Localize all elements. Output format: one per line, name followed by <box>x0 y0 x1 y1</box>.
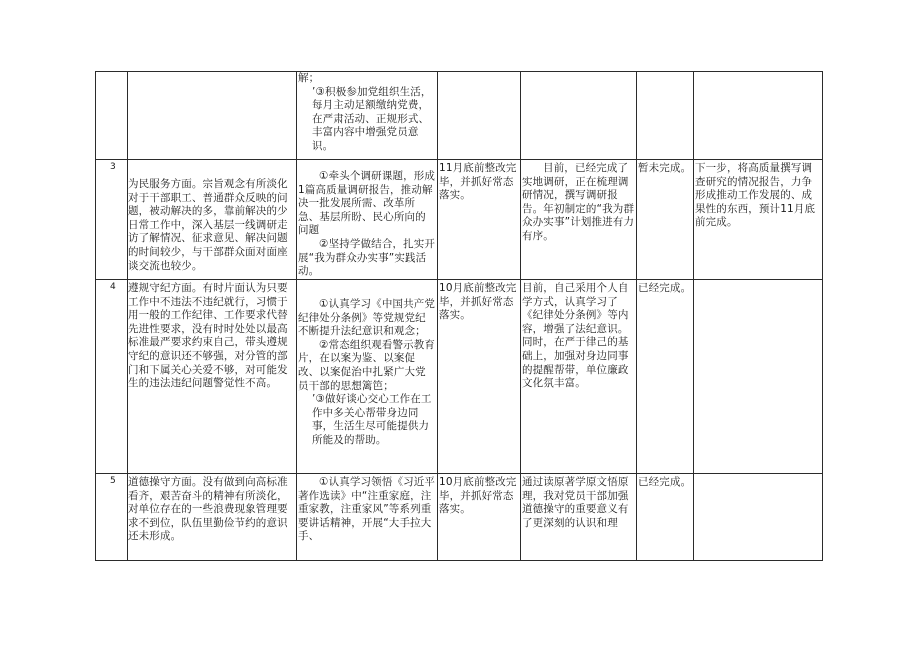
measure-item: ’③做好谈心交心工作在工作中多关心帮带身边同事，生活生尽可能提供力所能及的帮助。 <box>312 393 432 446</box>
issue-cell: 道德操守方面。没有做到向高标准看齐，艰苦奋斗的精神有所淡化，对单位存在的一些浪费现象管理要求不到位，队伍里勤俭节约的意识还未形成。 <box>128 476 288 543</box>
table-border-top <box>95 71 822 72</box>
col-divider <box>822 71 823 561</box>
measures-cell <box>298 476 436 560</box>
col-divider <box>95 71 96 561</box>
col-divider <box>636 71 637 561</box>
table-border-bottom <box>95 560 822 561</box>
col-divider <box>296 71 297 561</box>
issue-cell: 遵规守纪方面。有时片面认为只要工作中不违法不违纪就行，习惯于用一般的工作纪律、工作要求代替先进性要求，没有时时处处以最高标准最严要求约束自己，带头遵规守纪的意识还不够强，对分管的部门和下属关心关爱不够，对可能发生的违法违纪问题警觉性不高。 <box>128 282 288 390</box>
progress-cell: 目前，已经完成了实地调研，正在梳理调研情况，撰写调研报告。年初制定的“我为群众办实事”计划推进有力有序。 <box>522 162 635 242</box>
measure-item: 解； <box>298 72 320 84</box>
deadline-cell: 10月底前整改完毕，并抓好常态落实。 <box>439 476 517 516</box>
row-number: 4 <box>110 282 116 292</box>
measure-item: ’③积极参加党组织生活，每月主动足额缴纳党费，在严肃活动、正规形式、丰富内容中增强党员意识。 <box>312 85 432 152</box>
row-divider <box>95 279 822 280</box>
status-cell: 暂未完成。 <box>638 162 692 174</box>
row-number: 3 <box>110 162 116 172</box>
status-cell: 已经完成。 <box>638 476 692 488</box>
row-divider <box>95 159 822 160</box>
issue-cell: 为民服务方面。宗旨观念有所淡化对于干部职工、普通群众反映的问题，被动解决的多，靠前解决的少日常工作中，深入基层一线调研走访了解情况、征求意见、解决问题的时间较少，与干部群众面对面座谈交流也较少。 <box>128 178 288 272</box>
measure-item: ①认真学习《中国共产党纪律处分条例》等党规党纪不断提升法纪意识和观念； <box>298 298 436 338</box>
measures-cell <box>298 170 436 278</box>
row-divider <box>95 473 822 474</box>
measures-cell <box>298 72 436 158</box>
measure-item: ②常态组织观看警示教育片，在以案为鉴、以案促改、以案促治中扎紧广大党员干部的思想篱笆； <box>298 338 436 392</box>
measures-cell <box>298 298 436 472</box>
progress-cell: 目前，自己采用个人自学方式，认真学习了《纪律处分条例》等内容，增强了法纪意识。同时，在严于律己的基础上，加强对身边同事的提醒帮带，单位廉政文化氛丰富。 <box>522 282 629 390</box>
col-divider <box>437 71 438 561</box>
row-number: 5 <box>110 476 116 486</box>
col-divider <box>693 71 694 561</box>
deadline-cell: 10月底前整改完毕，并抓好常态落实。 <box>439 282 517 322</box>
deadline-cell: 11月底前整改完毕，并抓好常态落实。 <box>439 162 517 202</box>
measure-item: ①牵头个调研课题，形成1篇高质量调研报告，推动解决一批发展所需、改革所急、基层所盼、民心所向的问题 <box>298 170 436 237</box>
next-step-cell: 下一步，将高质量撰写调查研究的情况报告，力争形成推动工作发展的、成果性的东西，预计11月底前完成。 <box>695 162 816 229</box>
status-cell: 已经完成。 <box>638 282 692 294</box>
col-divider <box>520 71 521 561</box>
progress-cell: 通过读原著学原文悟原理，我对党员干部加强道德操守的重要意义有了更深刻的认识和理 <box>522 476 629 529</box>
measure-item: ①认真学习领悟《习近平著作选读》中“注重家庭，注重家教，注重家风”等系列重要讲话精神，开展“大手拉大手、 <box>298 476 436 543</box>
measure-item: ②坚持学做结合，扎实开展“我为群众办实事”实践活动。 <box>298 237 436 278</box>
